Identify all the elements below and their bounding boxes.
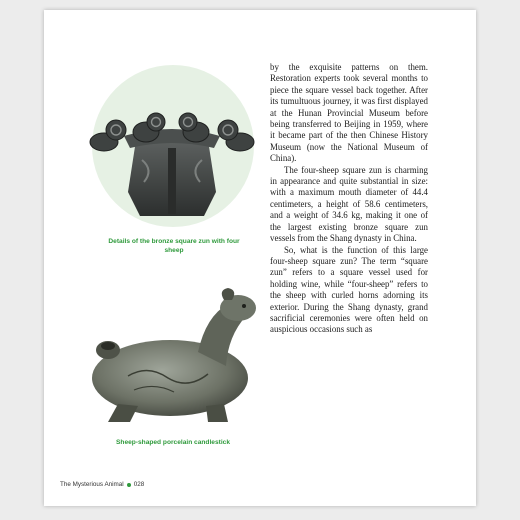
bronze-zun-photo (84, 100, 260, 220)
footer-dot-icon (127, 483, 131, 487)
paragraph: The four-sheep square zun is charming in appearance and quite substantial in size: with a maximum mouth diameter of 44.4 centimeters, a height of 58.6 centimeters, and a weight of 34.6 kg, making it one of the largest existing bronze square zun vessels from the Shang dynasty in China. (270, 164, 428, 244)
page-number: 028 (133, 481, 145, 488)
footer-book-title: The Mysterious Animal (60, 481, 124, 488)
body-text (270, 62, 428, 336)
paragraph: So, what is the function of this large four-sheep square zun? The term “square zun” refers to a square vessel used for holding wine, while “four-sheep” refers to the sheep with curled horns adorning its exterior. During the Shang dynasty, grand sacrificial ceremonies were often held on auspicious occasions such as (270, 244, 428, 335)
paragraph: by the exquisite patterns on them. Restoration experts took several months to piece the square vessel back together. After its tumultuous journey, it was first displayed at the Hunan Provincial Museum before being transferred to Beijing in 1959, where it became part of the then Chinese History Museum (now the National Museum of China). (270, 62, 428, 164)
porcelain-candlestick-photo (78, 286, 268, 431)
figure-caption-bronze-zun: Details of the bronze square zun with four sheep (108, 238, 240, 254)
figure-caption-candlestick: Sheep-shaped porcelain candlestick (116, 439, 230, 446)
page-footer (60, 481, 144, 488)
book-page (44, 10, 476, 506)
